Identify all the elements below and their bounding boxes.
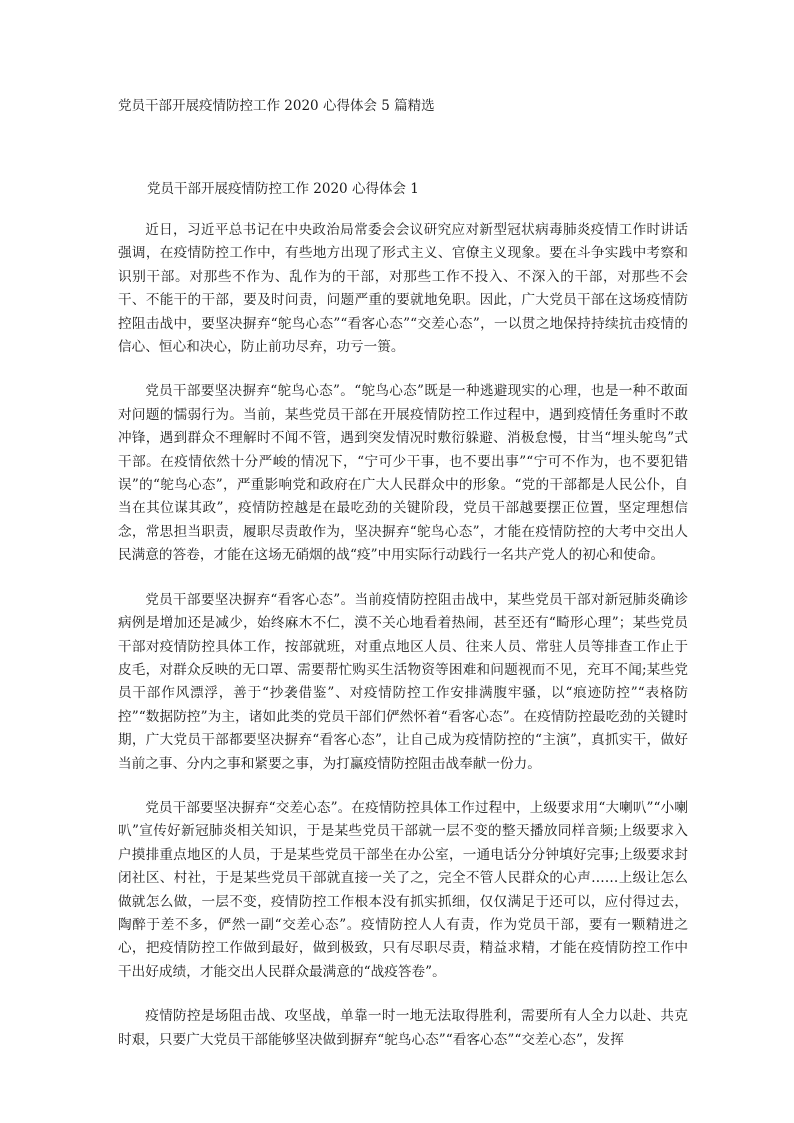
paragraph-4: 党员干部要坚决摒弃“交差心态”。在疫情防控具体工作过程中，上级要求用“大喇叭”“小喇叭”宣传好新冠肺炎相关知识，于是某些党员干部就一层不变的整天播放同样音频;上级要求入户摸排重点地区的人员，于是某些党员干部坐在办公室，一通电话分分钟填好完事;上级要求封闭社区、村社，于是某些党员干部就直接一关了之，完全不管人民群众的心声……上级让怎么做就怎么做，一层不变，疫情防控工作根本没有抓实抓细，仅仅满足于还可以，应付得过去，陶醉于差不多，俨然一副“交差心态”。疫情防控人人有责，作为党员干部，要有一颗精进之心，把疫情防控工作做到最好，做到极致，只有尽职尽责，精益求精，才能在疫情防控工作中干出好成绩，才能交出人民群众最满意的“战疫答卷”。 (118, 799, 688, 980)
paragraph-5: 疫情防控是场阻击战、攻坚战，单靠一时一地无法取得胜利，需要所有人全力以赴、共克时艰，只要广大党员干部能够坚决做到摒弃“鸵鸟心态”“看客心态”“交差心态”，发挥 (118, 1008, 688, 1048)
paragraph-2: 党员干部要坚决摒弃“鸵鸟心态”。“鸵鸟心态”既是一种逃避现实的心理，也是一种不敢面对问题的懦弱行为。当前，某些党员干部在开展疫情防控工作过程中，遇到疫情任务重时不敢冲锋，遇到群众不理解时不闻不管，遇到突发情况时敷衍躲避、消极怠慢，甘当“埋头鸵鸟”式干部。在疫情依然十分严峻的情况下，“宁可少干事，也不要出事”“宁可不作为，也不要犯错误”的“鸵鸟心态”，严重影响党和政府在广大人民群众中的形象。“党的干部都是人民公仆，自当在其位谋其政”，疫情防控越是在最吃劲的关键阶段，党员干部越要摆正位置，坚定理想信念，常思担当职责，履职尽责敢作为，坚决摒弃“鸵鸟心态”，才能在疫情防控的大考中交出人民满意的答卷，才能在这场无硝烟的战“疫”中用实际行动践行一名共产党人的初心和使命。 (118, 383, 688, 564)
paragraph-3: 党员干部要坚决摒弃“看客心态”。当前疫情防控阻击战中，某些党员干部对新冠肺炎确诊病例是增加还是减少，始终麻木不仁，漠不关心地看着热闹，甚至还有“畸形心理”；某些党员干部对疫情防控具体工作，按部就班，对重点地区人员、往来人员、常驻人员等排查工作止于皮毛，对群众反映的无口罩、需要帮忙购买生活物资等困难和问题视而不见，充耳不闻;某些党员干部作风漂浮，善于“抄袭借鉴”、对疫情防控工作安排满腹牢骚，以“痕迹防控”“表格防控”“数据防控”为主，诸如此类的党员干部们俨然怀着“看客心态”。在疫情防控最吃劲的关键时期，广大党员干部都要坚决摒弃“看客心态”，让自己成为疫情防控的“主演”，真抓实干，做好当前之事、分内之事和紧要之事，为打赢疫情防控阻击战奉献一份力。 (118, 591, 688, 772)
document-title: 党员干部开展疫情防控工作 2020 心得体会 5 篇精选 (118, 98, 435, 114)
document-body (118, 219, 688, 1073)
section-title: 党员干部开展疫情防控工作 2020 心得体会 1 (147, 181, 419, 197)
paragraph-1: 近日，习近平总书记在中央政治局常委会会议研究应对新型冠状病毒肺炎疫情工作时讲话强调，在疫情防控工作中，有些地方出现了形式主义、官僚主义现象。要在斗争实践中考察和识别干部。对那些不作为、乱作为的干部，对那些工作不投入、不深入的干部，对那些不会干、不能干的干部，要及时问责，问题严重的要就地免职。因此，广大党员干部在这场疫情防控阻击战中，要坚决摒弃“鸵鸟心态”“看客心态”“交差心态”，一以贯之地保持持续抗击疫情的信心、恒心和决心，防止前功尽弃，功亏一篑。 (118, 222, 688, 356)
